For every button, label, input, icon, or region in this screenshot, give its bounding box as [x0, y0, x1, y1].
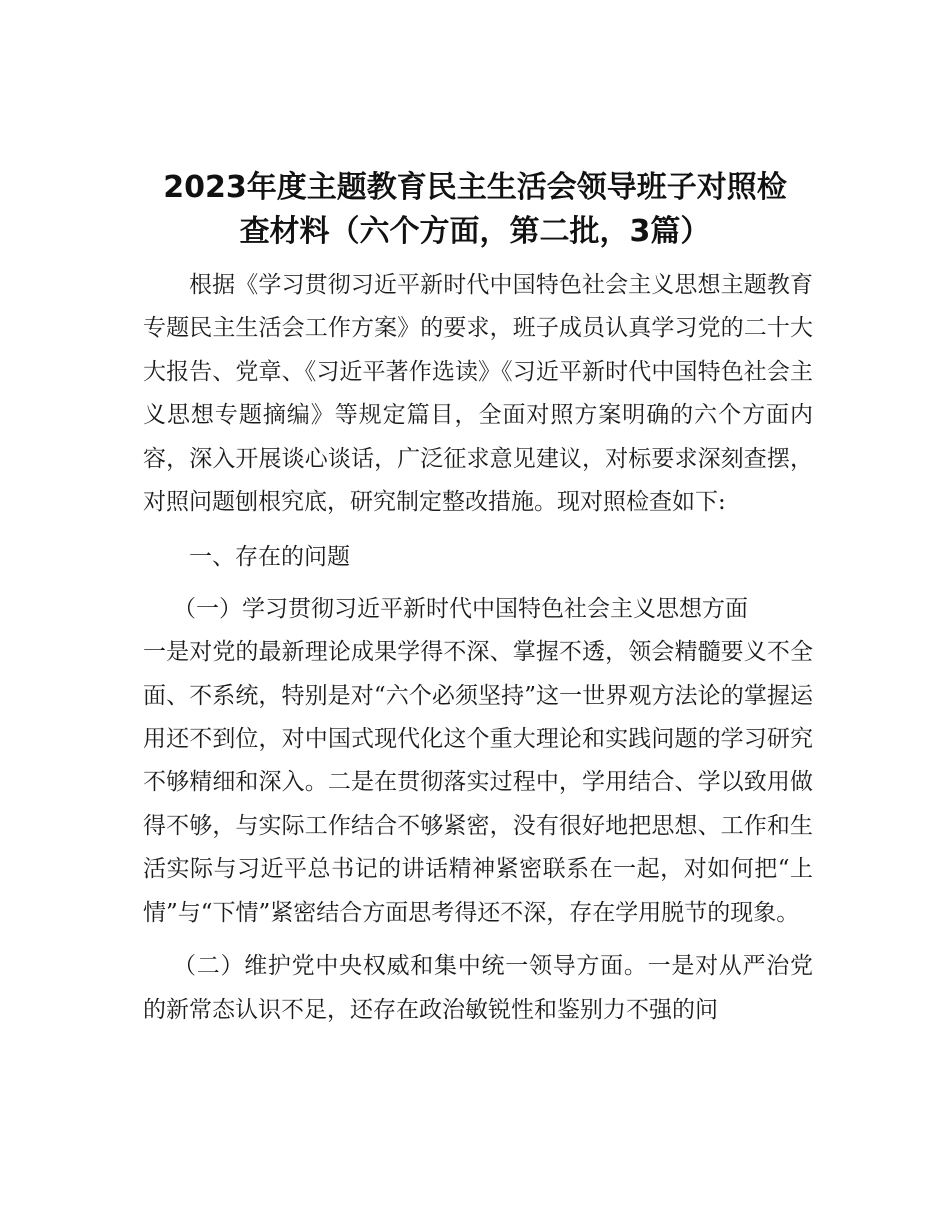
subsection-heading-1: （一）学习贯彻习近平新时代中国特色社会主义思想方面: [173, 595, 748, 622]
section-heading-problems: 一、存在的问题: [189, 544, 350, 571]
document-body: [143, 264, 813, 1032]
intro-paragraph: 根据《学习贯彻习近平新时代中国特色社会主义思想主题教育专题民主生活会工作方案》的要求，班子成员认真学习党的二十大大报告、党章、《习近平著作选读》《习近平新时代中国特色社会主义思想专题摘编》等规定篇目，全面对照方案明确的六个方面内容，深入开展谈心谈话，广泛征求意见建议，对标要求深刻查摆，对照问题刨根究底，研究制定整改措施。现对照检查如下:: [143, 272, 813, 516]
title-line-2: 查材料（六个方面，第二批，3篇）: [239, 214, 711, 249]
subsection-paragraph-2: （二）维护党中央权威和集中统一领导方面。一是对从严治党的新常态认识不足，还存在政治敏锐性和鉴别力不强的问: [143, 953, 813, 1023]
document-title: [120, 166, 830, 254]
subsection-body-1: 一是对党的最新理论成果学得不深、掌握不透，领会精髓要义不全面、不系统，特别是对“六个必须坚持”这一世界观方法论的掌握运用还不到位，对中国式现代化这个重大理论和实践问题的学习研究不够精细和深入。二是在贯彻落实过程中，学用结合、学以致用做得不够，与实际工作结合不够紧密，没有很好地把思想、工作和生活实际与习近平总书记的讲话精神紧密联系在一起，对如何把“上情”与“下情”紧密结合方面思考得还不深，存在学用脱节的现象。: [143, 639, 813, 926]
title-line-1: 2023年度主题教育民主生活会领导班子对照检: [163, 170, 787, 205]
